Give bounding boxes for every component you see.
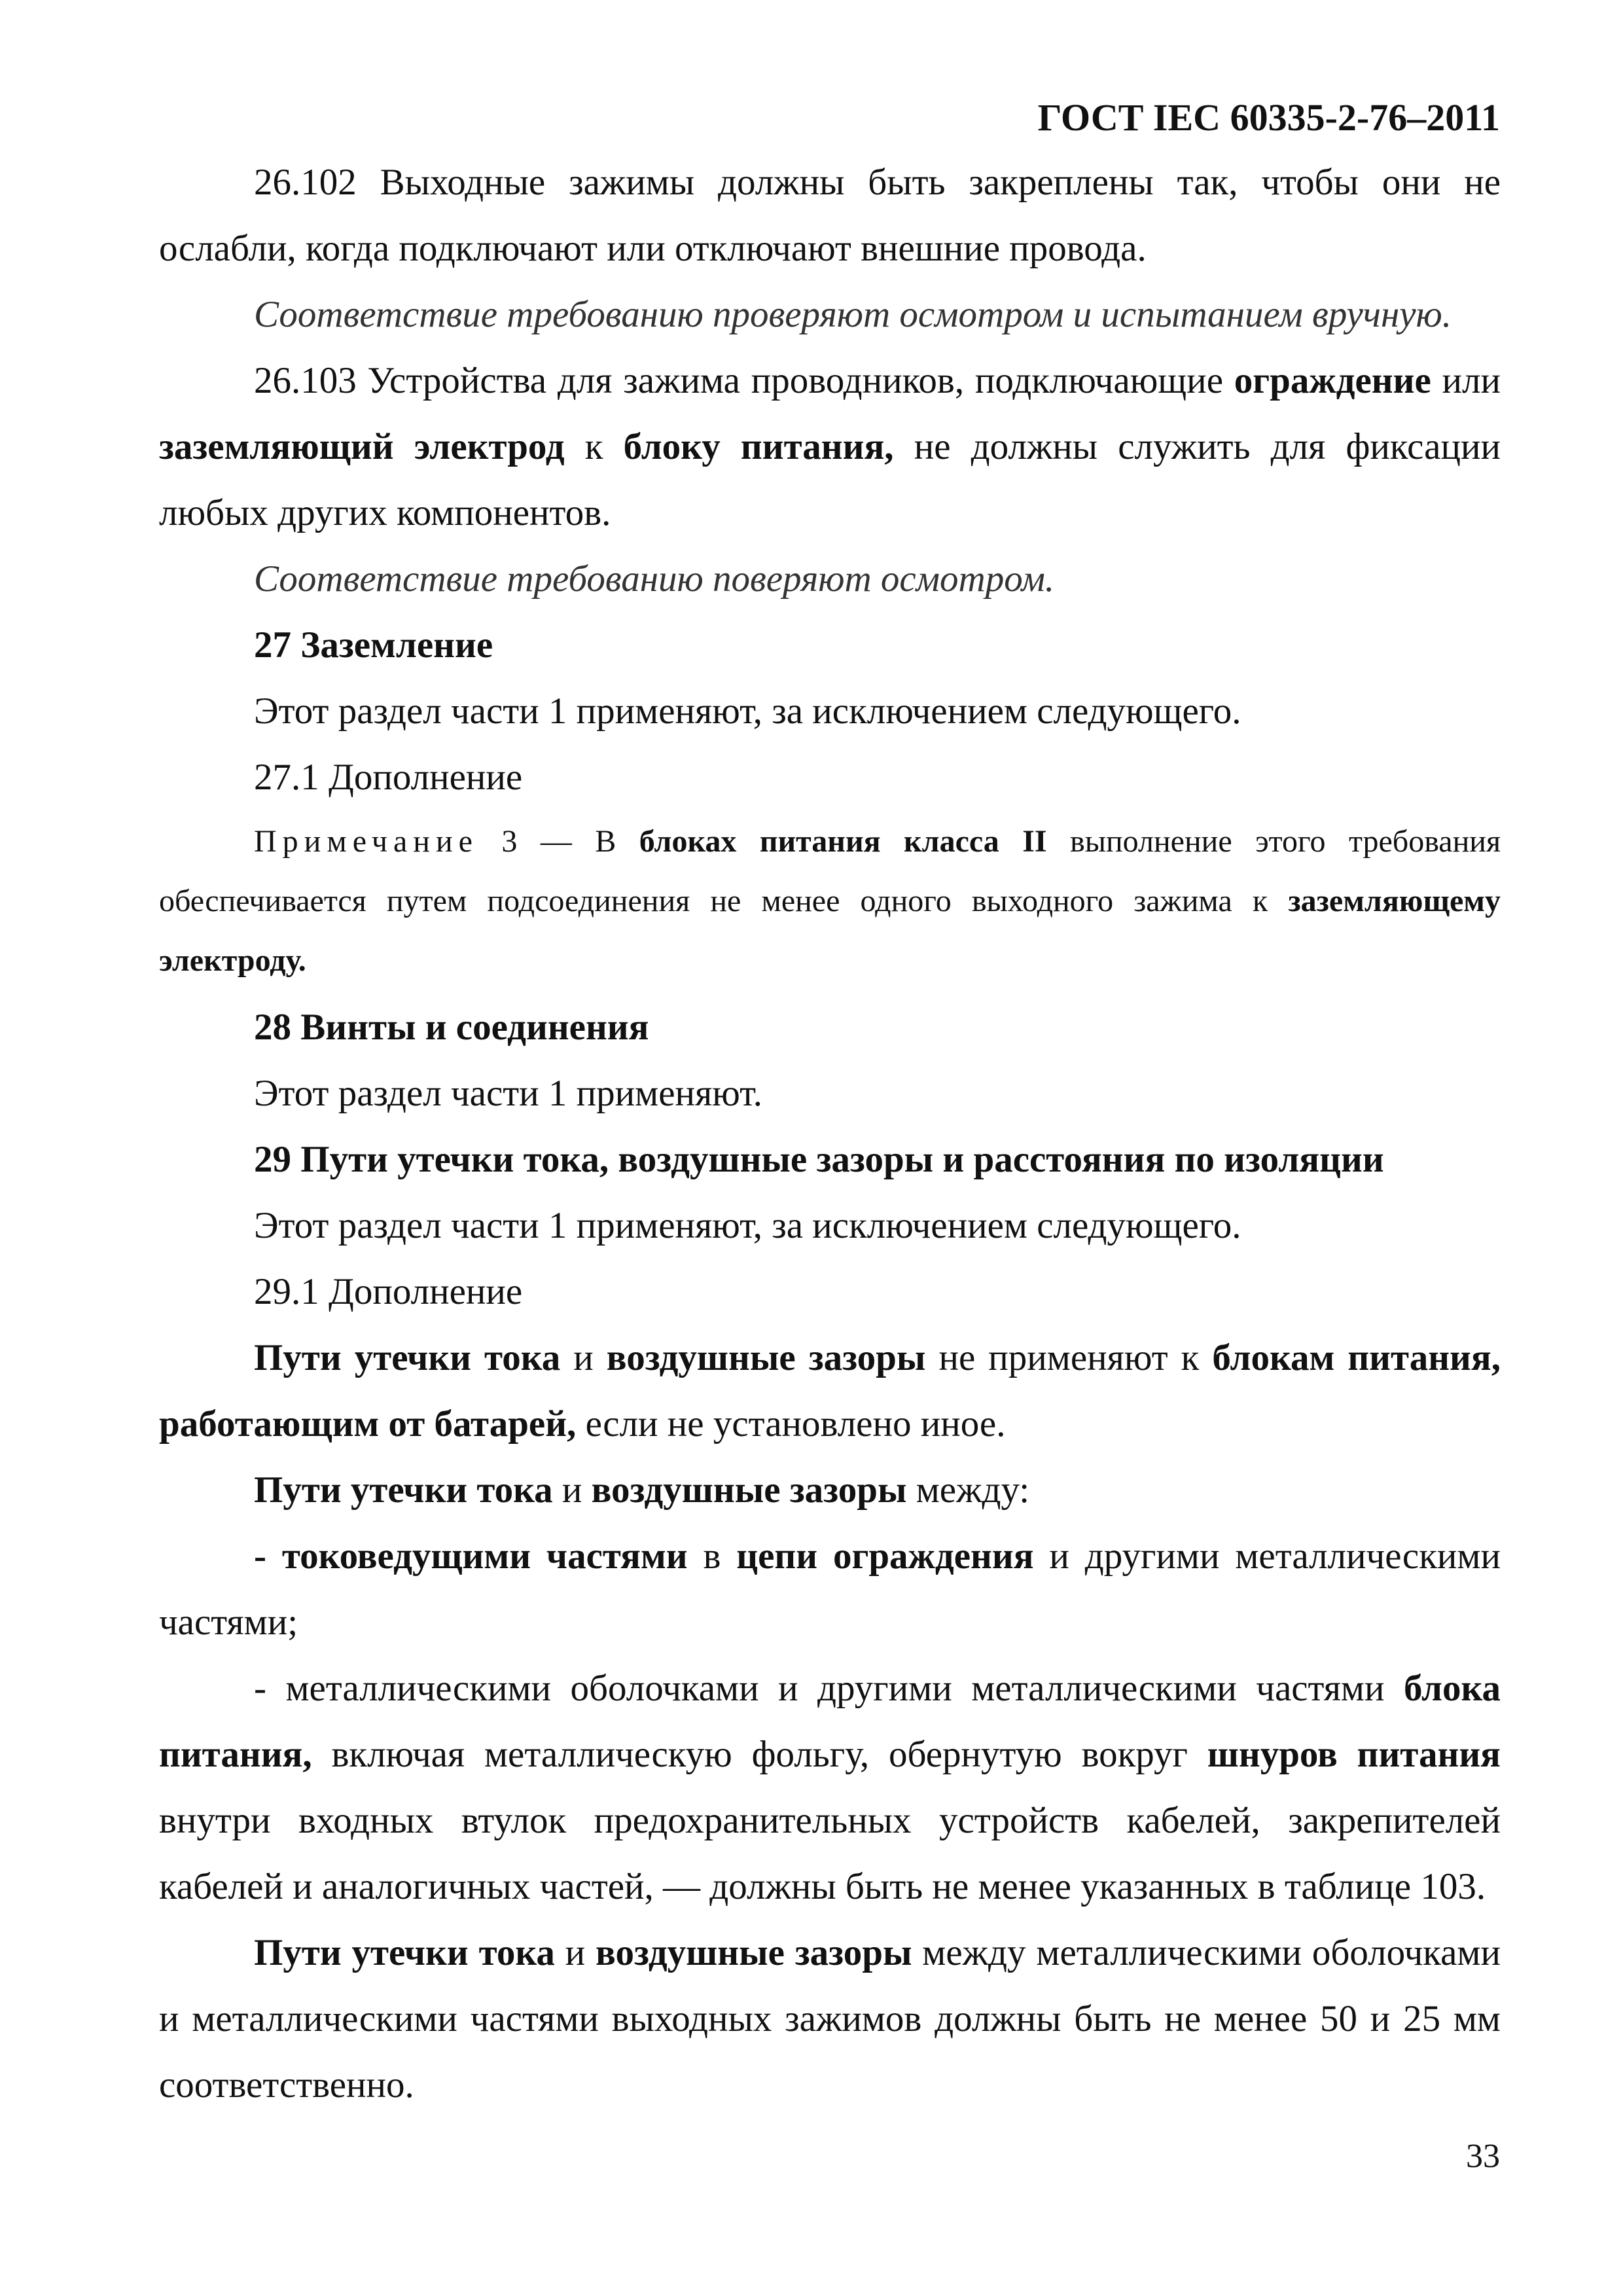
text-and: и bbox=[560, 1337, 607, 1378]
clause-26-102-text: 26.102 Выходные зажимы должны быть закреплены так, чтобы они не ослабли, когда подключают или отключают внешние провода. bbox=[159, 162, 1501, 269]
text-foil: включая металлическую фольгу, обернутую вокруг bbox=[312, 1734, 1207, 1775]
clause-26-103-text: 26.103 Устройства для зажима проводников, подключающие bbox=[254, 360, 1234, 401]
term-live-parts: - токоведущими частями bbox=[254, 1535, 688, 1577]
term-clearances-2: воздушные зазоры bbox=[591, 1469, 907, 1511]
list-item-enclosures bbox=[159, 1655, 1501, 1920]
text-and-3: и bbox=[554, 1932, 596, 1973]
document-body bbox=[159, 149, 1501, 2118]
term-earth-electrode-2: заземляющему электроду. bbox=[159, 884, 1501, 978]
term-clearances-3: воздушные зазоры bbox=[596, 1932, 912, 1973]
clause-26-103-compliance: Соответствие требованию поверяют осмотром. bbox=[254, 558, 1055, 600]
term-creepage-2: Пути утечки тока bbox=[254, 1469, 553, 1511]
term-energizer-2: блока питания, bbox=[159, 1668, 1501, 1775]
clause-27-1: 27.1 Дополнение bbox=[254, 757, 523, 798]
term-earth-electrode: заземляющий электрод bbox=[159, 426, 565, 467]
clause-29-1: 29.1 Дополнение bbox=[254, 1271, 523, 1312]
clause-26-103-or: или bbox=[1431, 360, 1501, 401]
section-29-text: Этот раздел части 1 применяют, за исключением следующего. bbox=[254, 1205, 1241, 1246]
text-and-2: и bbox=[552, 1469, 592, 1511]
section-27-text: Этот раздел части 1 применяют, за исключением следующего. bbox=[254, 691, 1241, 732]
note-label: Примечание bbox=[254, 824, 478, 859]
page-number: 33 bbox=[1466, 2138, 1500, 2175]
section-28-title: 28 Винты и соединения bbox=[254, 1007, 649, 1048]
term-creepage-3: Пути утечки тока bbox=[254, 1932, 555, 1973]
clause-26-103-to: к bbox=[564, 426, 624, 467]
term-class-ii-energizers: блоках питания класса II bbox=[639, 824, 1047, 859]
section-28-text: Этот раздел части 1 применяют. bbox=[254, 1073, 762, 1114]
term-battery-energizers: блокам питания, работающим от батарей, bbox=[159, 1337, 1501, 1444]
term-supply-cords: шнуров питания bbox=[1207, 1734, 1501, 1775]
term-fence: ограждение bbox=[1234, 360, 1431, 401]
note-text: 3 — В bbox=[478, 824, 639, 859]
text-unless: если не установлено иное. bbox=[576, 1403, 1006, 1444]
text-between: между: bbox=[906, 1469, 1030, 1511]
paragraph-output-terminals bbox=[159, 1920, 1501, 2118]
note-text-2: выполнение этого требования обеспечивается путем подсоединения не менее одного выходного зажима к bbox=[159, 824, 1501, 918]
text-enclosures: - металлическими оболочками и другими металлическими частями bbox=[254, 1668, 1404, 1709]
text-50-25-mm: между металлическими оболочками и металлическими частями выходных зажимов должны быть не менее 50 и 25 мм соответственно. bbox=[159, 1932, 1501, 2106]
text-in: в bbox=[687, 1535, 737, 1577]
term-fence-circuit: цепи ограждения bbox=[736, 1535, 1034, 1577]
term-clearances: воздушные зазоры bbox=[606, 1337, 926, 1378]
section-29-title: 29 Пути утечки тока, воздушные зазоры и расстояния по изоляции bbox=[254, 1139, 1384, 1180]
clause-26-103-rest: не должны служить для фиксации любых других компонентов. bbox=[159, 426, 1501, 533]
paragraph-battery-energizers bbox=[159, 1325, 1501, 1457]
note-3 bbox=[159, 812, 1501, 990]
term-creepage: Пути утечки тока bbox=[254, 1337, 561, 1378]
clause-26-103 bbox=[159, 348, 1501, 546]
text-metal-parts: и другими металлическими частями; bbox=[159, 1535, 1501, 1643]
list-item-live-parts bbox=[159, 1523, 1501, 1655]
clause-26-102-compliance: Соответствие требованию проверяют осмотром и испытанием вручную. bbox=[254, 294, 1452, 335]
term-energizer: блоку питания, bbox=[623, 426, 894, 467]
section-27-title: 27 Заземление bbox=[254, 624, 493, 666]
document-code: ГОСТ IEC 60335-2-76–2011 bbox=[1037, 96, 1500, 139]
text-not-applied: не применяют к bbox=[925, 1337, 1213, 1378]
clause-26-102 bbox=[159, 149, 1501, 281]
paragraph-between bbox=[159, 1457, 1501, 1523]
text-table-103: внутри входных втулок предохранительных устройств кабелей, закрепителей кабелей и аналогичных частей, — должны быть не менее указанных в таблице 103. bbox=[159, 1800, 1501, 1907]
